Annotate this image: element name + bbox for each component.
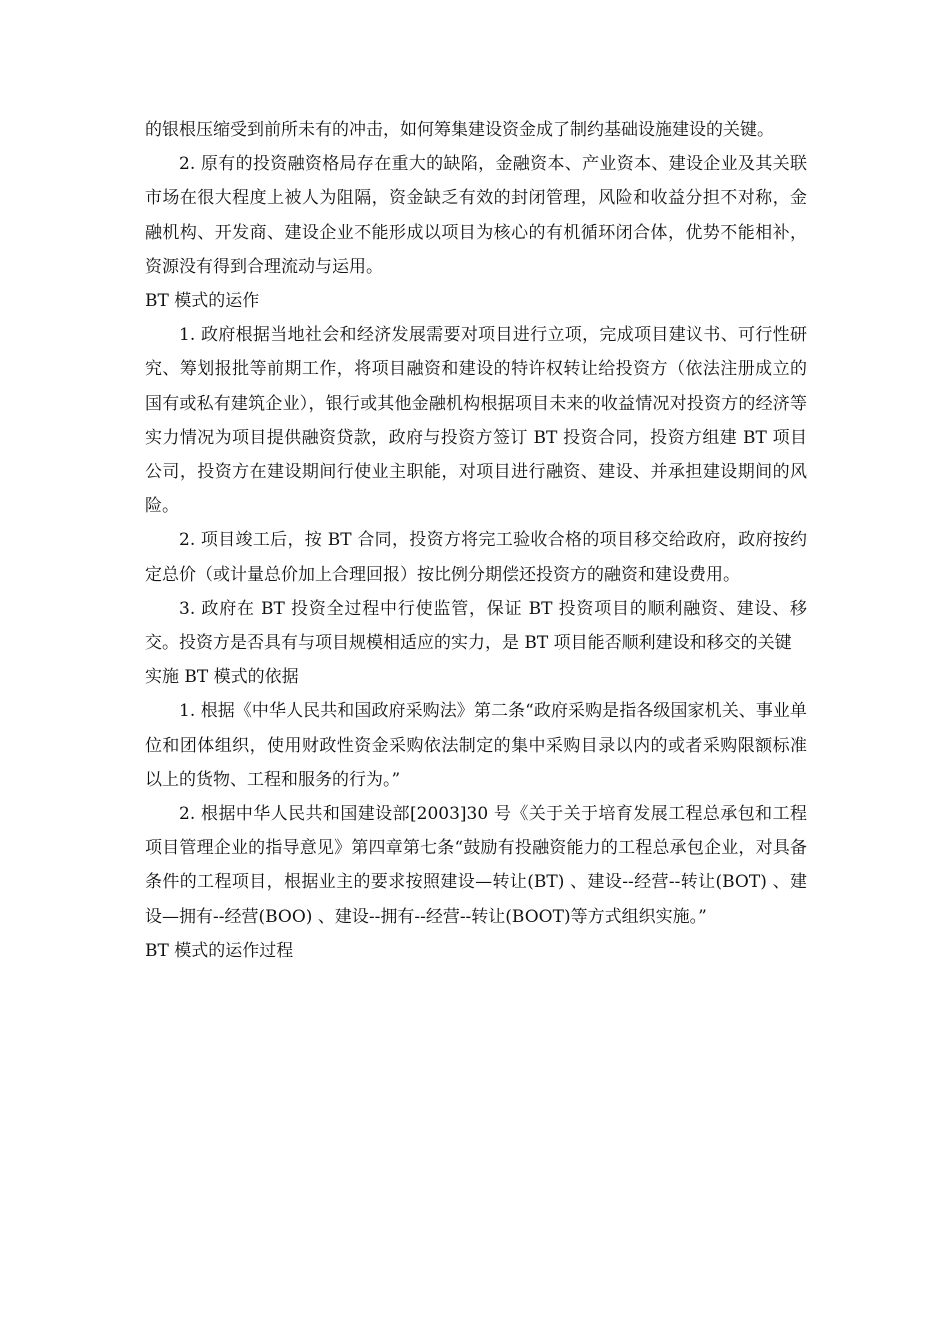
paragraph-operation-step-3: 3. 政府在 BT 投资全过程中行使监管，保证 BT 投资项目的顺利融资、建设、移交。投资方是否具有与项目规模相适应的实力，是 BT 项目能否顺利建设和移交的关键 xyxy=(145,598,807,654)
paragraph-basis-ministry-opinion: 2. 根据中华人民共和国建设部[2003]30 号《关于关于培育发展工程总承包和工程项目管理企业的指导意见》第四章第七条“鼓励有投融资能力的工程总承包企业，对具备条件的工程项目，根据业主的要求按照建设—转让(BT) 、建设--经营--转让(BOT) 、建设—拥有--经营(BOO) 、建设--拥有--经营--转让(BOOT)等方式组织实施。” xyxy=(145,804,807,927)
document-body xyxy=(145,113,807,968)
section-heading-bt-operation: BT 模式的运作 xyxy=(145,291,260,312)
paragraph-basis-procurement-law: 1. 根据《中华人民共和国政府采购法》第二条“政府采购是指各级国家机关、事业单位和团体组织，使用财政性资金采购依法制定的集中采购目录以内的或者采购限额标准以上的货物、工程和服务的行为。” xyxy=(145,701,807,790)
section-heading-bt-process: BT 模式的运作过程 xyxy=(145,940,294,961)
paragraph-operation-step-1: 1. 政府根据当地社会和经济发展需要对项目进行立项，完成项目建议书、可行性研究、筹划报批等前期工作，将项目融资和建设的特许权转让给投资方（依法注册成立的国有或私有建筑企业），银行或其他金融机构根据项目未来的收益情况对投资方的经济等实力情况为项目提供融资贷款，政府与投资方签订 BT 投资合同，投资方组建 BT 项目公司，投资方在建设期间行使业主职能，对项目进行融资、建设、并承担建设期间的风险。 xyxy=(145,325,807,517)
section-heading-bt-basis: 实施 BT 模式的依据 xyxy=(145,667,299,688)
paragraph-operation-step-2: 2. 项目竣工后，按 BT 合同，投资方将完工验收合格的项目移交给政府，政府按约定总价（或计量总价加上合理回报）按比例分期偿还投资方的融资和建设费用。 xyxy=(145,530,807,585)
paragraph-funding-bottleneck: 的银根压缩受到前所未有的冲击，如何筹集建设资金成了制约基础设施建设的关键。 xyxy=(145,120,774,140)
paragraph-investment-defects: 2. 原有的投资融资格局存在重大的缺陷，金融资本、产业资本、建设企业及其关联市场在很大程度上被人为阻隔，资金缺乏有效的封闭管理，风险和收益分担不对称，金融机构、开发商、建设企业不能形成以项目为核心的有机循环闭合体，优势不能相补，资源没有得到合理流动与运用。 xyxy=(145,154,807,277)
